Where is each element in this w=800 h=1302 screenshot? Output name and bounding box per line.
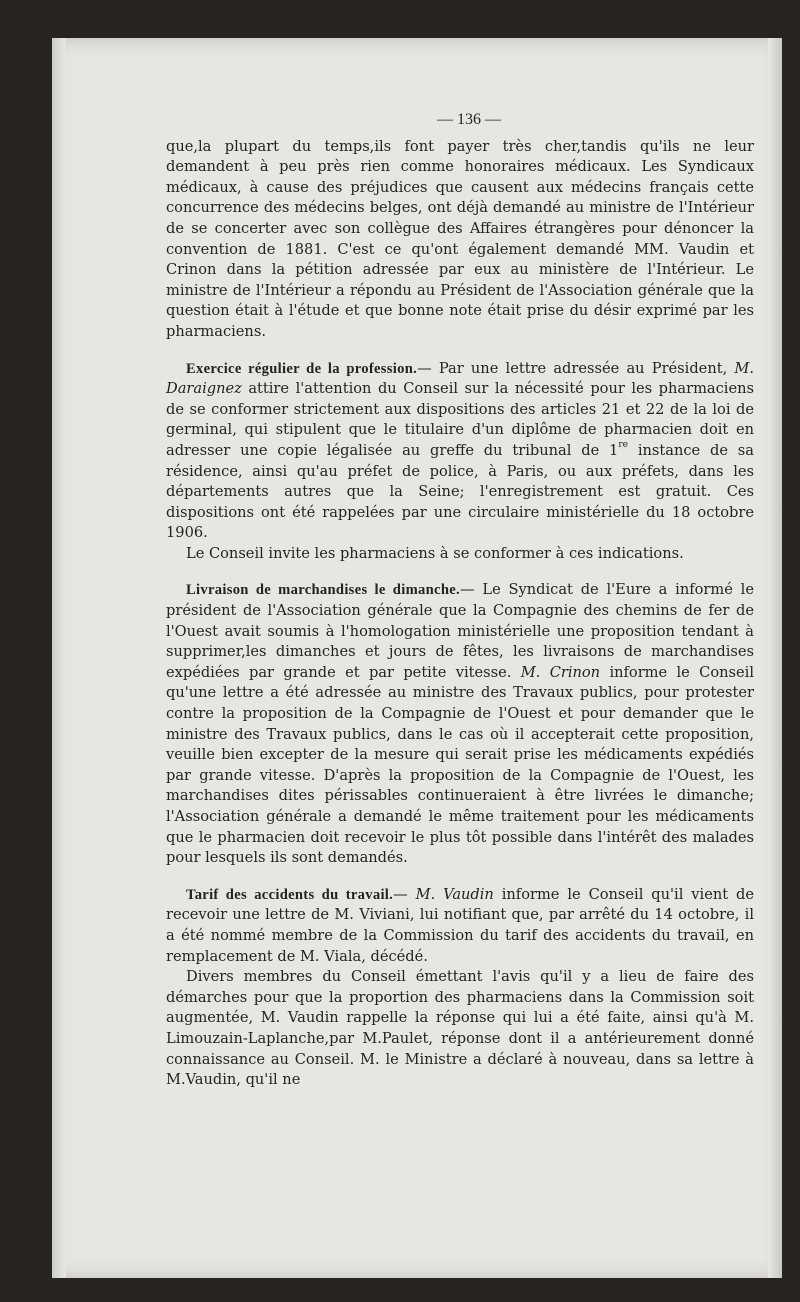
speaker-name: M. Crinon bbox=[520, 663, 601, 681]
page-edge-right bbox=[768, 38, 782, 1278]
page-number: — 136 — bbox=[437, 111, 501, 128]
section-text: attire l'attention du Conseil sur la nécessité pour les pharmaciens de se conformer strictement aux dispositions des articles 21 et 22 de la loi de germinal, qui stipulent que le titulaire d'un diplôme de pharmacien doit en adresser une copie légalisée au greffe du tribunal de 1 bbox=[166, 380, 754, 459]
section-text: — Par une lettre adressée au Président, bbox=[417, 359, 735, 377]
section-text: informe le Conseil qu'il vient de recevoir une lettre de M. Viviani, lui notifiant que, par arrêté du 14 octobre, il a été nommé membre de la Commission du tarif des accidents du travail, en remplacement de M. Viala, décédé. bbox=[166, 885, 754, 965]
paragraph: Le Conseil invite les pharmaciens à se conformer à ces indications. bbox=[186, 544, 684, 562]
section-livraison bbox=[166, 580, 754, 868]
superscript: re bbox=[618, 439, 628, 450]
section-tarif bbox=[166, 885, 754, 967]
section-exercice bbox=[166, 359, 754, 544]
section-text: informe le Conseil qu'une lettre a été adressée au ministre des Travaux publics, pour protester contre la proposition de la Compagnie de l'Ouest et pour demander que le ministre des Travaux publics, dans le cas où il accepterait cette proposition, veuille bien excepter de la mesure qui serait prise les médicaments expédiés par grande vitesse. D'après la proposition de la Compagnie de l'Ouest, les marchandises dites périssables continueraient à être livrées le dimanche; l'Association générale a demandé le même traitement pour les médicaments que le pharmacien doit recevoir le plus tôt possible dans l'intérêt des malades pour lesquels ils sont demandés. bbox=[166, 663, 754, 867]
section-text: — Le Syndicat de l'Eure a informé le président de l'Association générale que la Compagnie des chemins de fer de l'Ouest avait soumis à l'homologation ministérielle une proposition tendant à supprimer,les dimanches et jours de fêtes, les livraisons de marchandises expédiées par grande et par petite vitesse. bbox=[166, 581, 754, 681]
text-column bbox=[166, 110, 754, 1091]
paragraph: Divers membres du Conseil émettant l'avis qu'il y a lieu de faire des démarches pour que la proportion des pharmaciens dans la Commission soit augmentée, M. Vaudin rappelle la réponse qui lui a été faite, ainsi qu'à M. Limouzain-Laplanche,par M.Paulet, réponse dont il a antérieurement donné connaissance au Conseil. M. le Ministre a déclaré à nouveau, dans sa lettre à M.Vaudin, qu'il ne bbox=[166, 968, 754, 1089]
speaker-name: M. Daraignez bbox=[166, 359, 755, 398]
section-text: — bbox=[393, 885, 416, 903]
paragraph-continuation: que,la plupart du temps,ils font payer très cher,tandis qu'ils ne leur demandent à peu près rien comme honoraires médicaux. Les Syndicaux médicaux, à cause des préjudices que causent aux médecins français cette concurrence des médecins belges, ont déjà demandé au ministre de l'Intérieur de se concerter avec son collègue des Affaires étrangères pour dénoncer la convention de 1881. C'est ce qu'ont également demandé MM. Vaudin et Crinon dans la pétition adressée par eux au ministère de l'Intérieur. Le ministre de l'Intérieur a répondu au Président de l'Association générale que la question était à l'étude et que bonne note était prise du désir exprimé par les pharmaciens. bbox=[166, 137, 754, 340]
page-edge-left bbox=[52, 38, 66, 1278]
section-heading: Tarif des accidents du travail. bbox=[186, 886, 394, 903]
speaker-name: M. Vaudin bbox=[415, 885, 494, 903]
section-heading: Exercice régulier de la profession. bbox=[186, 360, 418, 377]
section-text: instance de sa résidence, ainsi qu'au préfet de police, à Paris, ou aux préfets, dans les départements autres que la Seine; l'enregistrement est gratuit. Ces dispositions ont été rappelées par une circulaire ministérielle du 18 octobre 1906. bbox=[166, 441, 754, 542]
section-heading: Livraison de marchandises le dimanche. bbox=[186, 582, 460, 599]
